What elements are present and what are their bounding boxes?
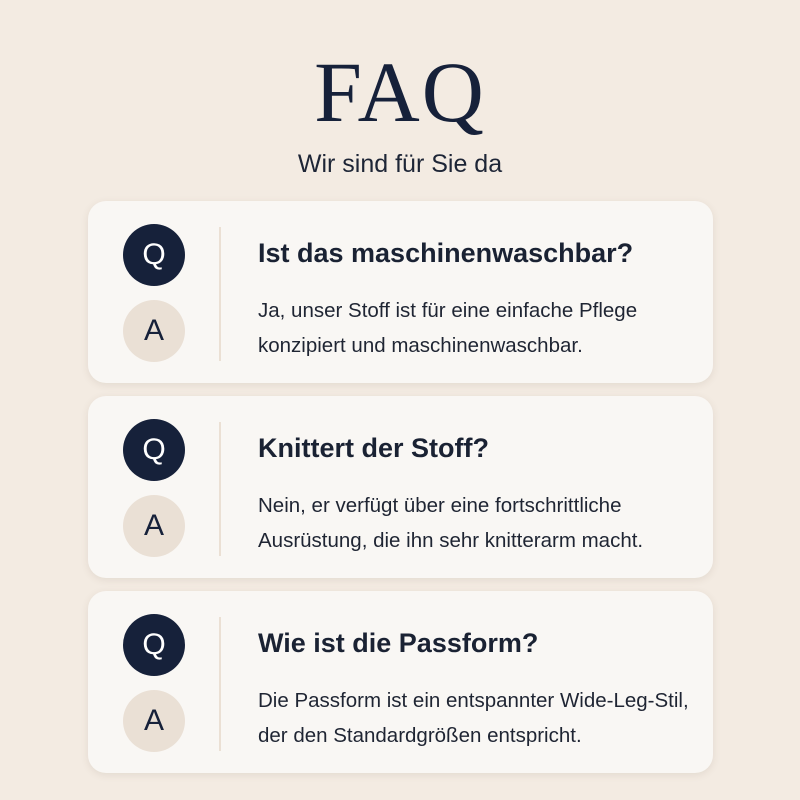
faq-answer: Ja, unser Stoff ist für eine einfache Pflege konzipiert und maschinenwaschbar. <box>258 299 638 357</box>
page-subtitle: Wir sind für Sie da <box>297 150 503 178</box>
question-badge: Q <box>123 614 185 676</box>
faq-question: Knittert der Stoff? <box>258 433 489 463</box>
answer-badge: A <box>123 495 185 557</box>
faq-question: Wie ist die Passform? <box>258 628 539 658</box>
faq-item <box>88 201 713 383</box>
divider <box>219 227 221 361</box>
faq-list <box>88 201 713 786</box>
divider <box>219 617 221 751</box>
divider <box>219 422 221 556</box>
answer-badge: A <box>123 690 185 752</box>
page-title: FAQ <box>314 44 486 140</box>
faq-item <box>88 396 713 578</box>
answer-badge: A <box>123 300 185 362</box>
question-badge: Q <box>123 224 185 286</box>
faq-item <box>88 591 713 773</box>
faq-answer: Die Passform ist ein entspannter Wide-Leg-Stil, der den Standardgrößen entspricht. <box>258 689 689 747</box>
faq-question: Ist das maschinenwaschbar? <box>258 238 634 268</box>
faq-answer: Nein, er verfügt über eine fortschrittliche Ausrüstung, die ihn sehr knitterarm macht. <box>258 494 644 552</box>
question-badge: Q <box>123 419 185 481</box>
